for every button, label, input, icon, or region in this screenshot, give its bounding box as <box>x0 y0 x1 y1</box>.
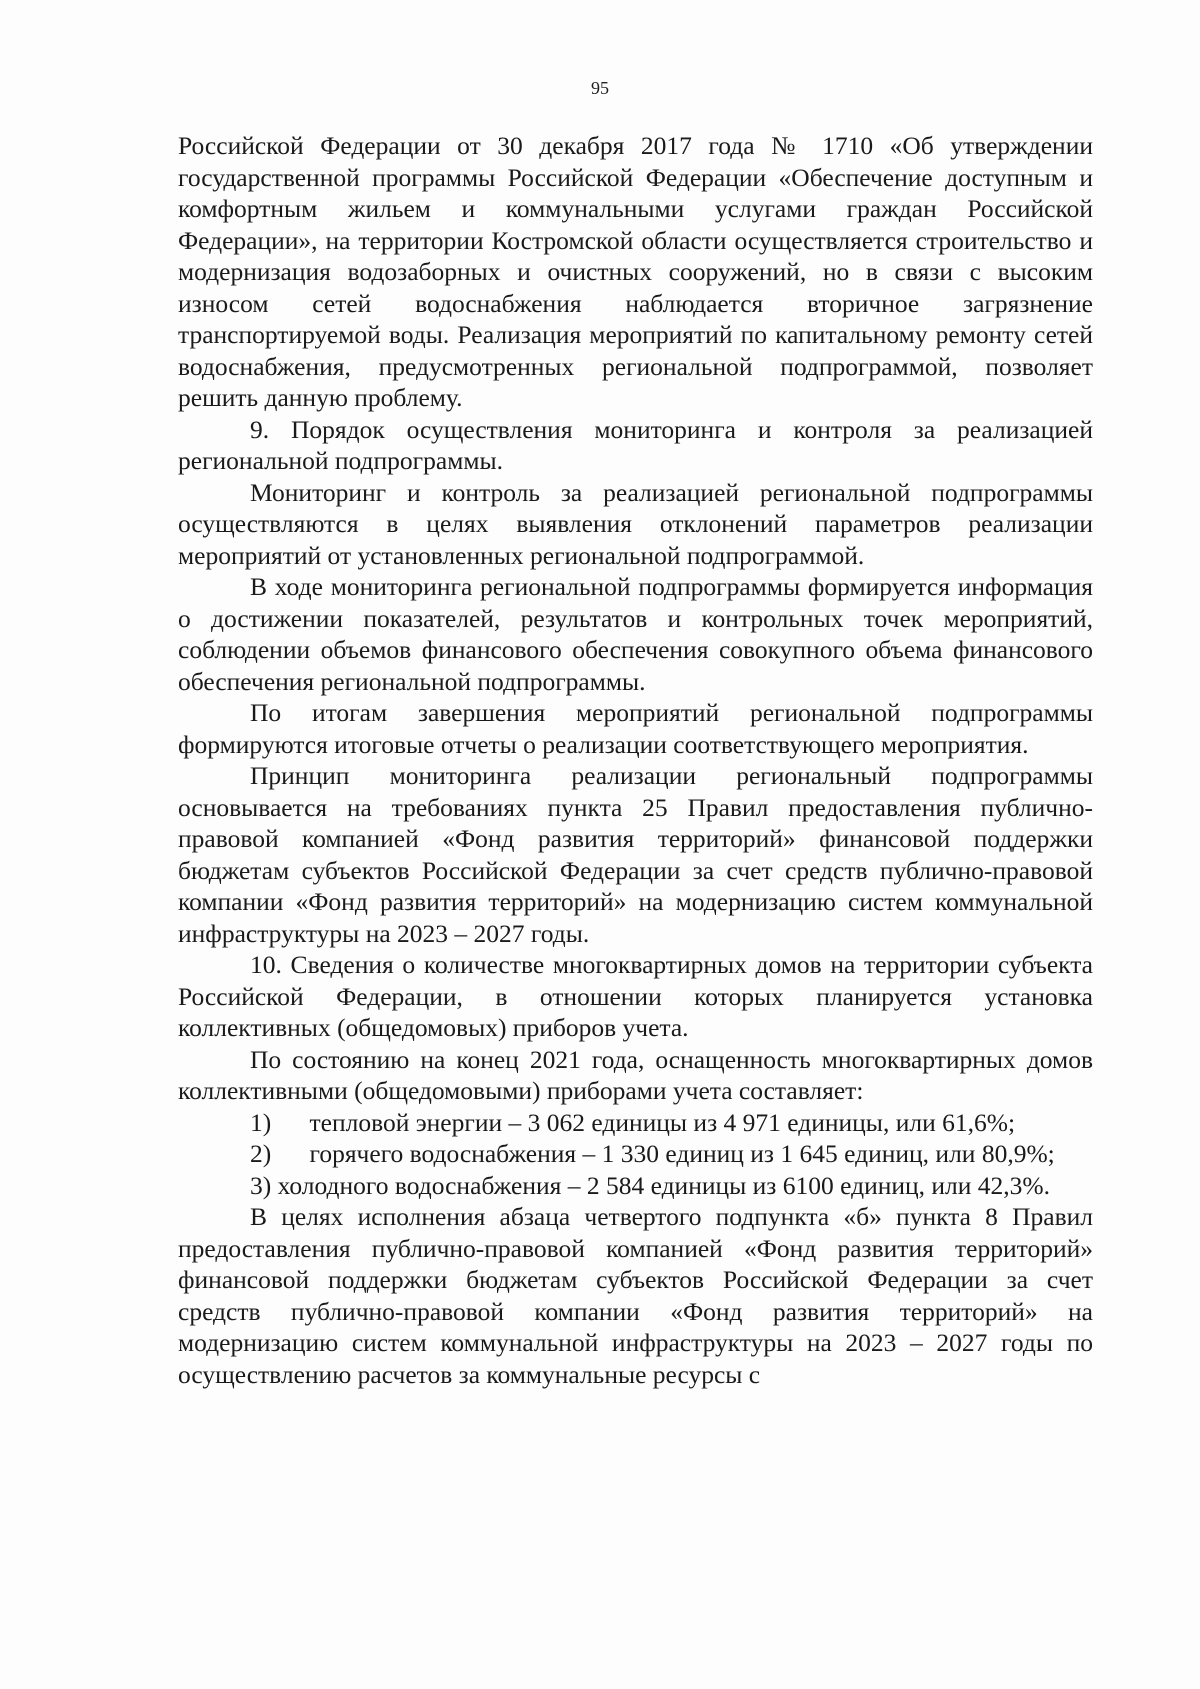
page-number: 95 <box>591 78 609 98</box>
list-item-hot-water: 2) горячего водоснабжения – 1 330 единиц из 1 645 единиц, или 80,9%; <box>250 1139 1055 1168</box>
paragraph-monitoring-principle: Принцип мониторинга реализации региональный подпрограммы основывается на требованиях пункта 25 Правил предоставления публично-правовой компанией «Фонд развития территорий» финансовой поддержки бюджетам субъектов Российской Федерации за счет средств публично-правовой компании «Фонд развития территорий» на модернизацию систем коммунальной инфраструктуры на 2023 – 2027 годы. <box>178 761 1093 948</box>
paragraph-monitoring: Мониторинг и контроль за реализацией региональной подпрограммы осуществляются в целях выявления отклонений параметров реализации мероприятий от установленных региональной подпрограммой. <box>178 477 1093 570</box>
paragraph-status-2021: По состоянию на конец 2021 года, оснащенность многоквартирных домов коллективными (общедомовыми) приборами учета составляет: <box>178 1044 1093 1105</box>
paragraph-rules-execution: В целях исполнения абзаца четвертого подпункта «б» пункта 8 Правил предоставления публично-правовой компанией «Фонд развития территорий» финансовой поддержки бюджетам субъектов Российской Федерации за счет средств публично-правовой компании «Фонд развития территорий» на модернизацию систем коммунальной инфраструктуры на 2023 – 2027 годы по осуществлению расчетов за коммунальные ресурсы с <box>178 1202 1093 1389</box>
paragraph-intro: Российской Федерации от 30 декабря 2017 года № 1710 «Об утверждении государственной программы Российской Федерации «Обеспечение доступным и комфортным жильем и коммунальными услугами граждан Российской Федерации», на территории Костромской области осуществляется строительство и модернизация водозаборных и очистных сооружений, но в связи с высоким износом сетей водоснабжения наблюдается вторичное загрязнение транспортируемой воды. Реализация мероприятий по капитальному ремонту сетей водоснабжения, предусмотренных региональной подпрограммой, позволяет решить данную проблему. <box>178 131 1093 412</box>
paragraph-final-reports: По итогам завершения мероприятий региональной подпрограммы формируются итоговые отчеты о реализации соответствующего мероприятия. <box>178 698 1093 759</box>
section-heading-10: 10. Сведения о количестве многоквартирных домов на территории субъекта Российской Федерации, в отношении которых планируется установка коллективных (общедомовых) приборов учета. <box>178 950 1093 1042</box>
list-item-heat: 1) тепловой энергии – 3 062 единицы из 4 971 единицы, или 61,6%; <box>250 1107 1016 1137</box>
document-body <box>178 130 1093 1390</box>
section-heading-9: 9. Порядок осуществления мониторинга и контроля за реализацией региональной подпрограммы. <box>178 414 1093 475</box>
paragraph-monitoring-info: В ходе мониторинга региональной подпрограммы формируется информация о достижении показателей, результатов и контрольных точек мероприятий, соблюдении объемов финансового обеспечения совокупного объема финансового обеспечения региональной подпрограммы. <box>178 572 1093 696</box>
list-item-cold-water: 3) холодного водоснабжения – 2 584 единицы из 6100 единиц, или 42,3%. <box>250 1170 1051 1200</box>
